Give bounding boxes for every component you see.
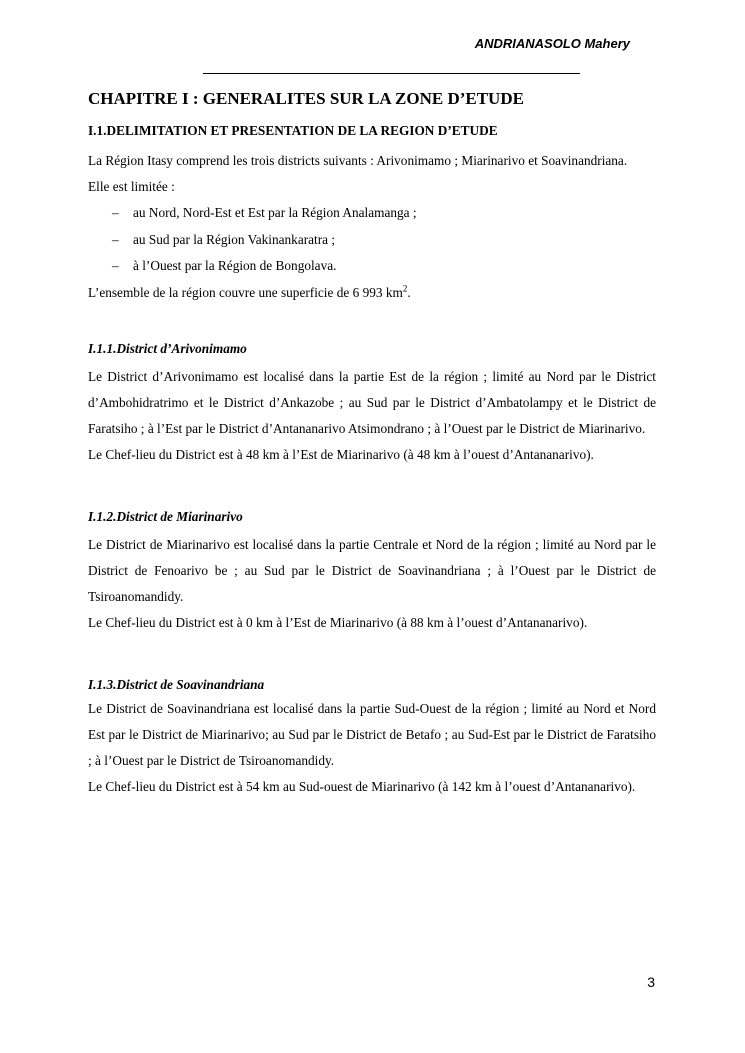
district-description: Le District de Soavinandriana est localisé dans la partie Sud-Ouest de la région ; limité au Nord et Nord Est par le District de Miarinarivo; au Sud par le District de Betafo ; au Sud-Est par le District de Faratsiho ; à l’Ouest par le District de Tsiroanomandidy.: [88, 700, 656, 768]
list-item-text: au Nord, Nord-Est et Est par la Région Analamanga ;: [133, 205, 417, 220]
intro-paragraph: La Région Itasy comprend les trois districts suivants : Arivonimamo ; Miarinarivo et Soavinandriana.: [88, 153, 628, 168]
list-item: [88, 227, 656, 254]
list-item-text: au Sud par la Région Vakinankaratra ;: [133, 231, 336, 247]
bullet-dash: –: [112, 205, 119, 220]
list-item: [88, 253, 656, 280]
bullet-dash: –: [112, 231, 119, 247]
list-item: [88, 200, 656, 227]
header-divider: [203, 73, 580, 74]
limits-intro: Elle est limitée :: [88, 179, 175, 194]
header-author: ANDRIANASOLO Mahery: [474, 36, 630, 51]
district-chef-lieu: Le Chef-lieu du District est à 0 km à l’Est de Miarinarivo (à 88 km à l’ouest d’Antananarivo).: [88, 614, 588, 630]
area-paragraph: [88, 280, 656, 306]
list-item-text: à l’Ouest par la Région de Bongolava.: [133, 258, 337, 273]
page-number: 3: [647, 974, 655, 990]
area-end: .: [407, 284, 411, 300]
page-body: [88, 88, 656, 800]
limits-list: [88, 200, 656, 280]
area-superscript: 2: [402, 283, 408, 294]
district-chef-lieu: Le Chef-lieu du District est à 54 km au Sud-ouest de Miarinarivo (à 142 km à l’ouest d’Antananarivo).: [88, 778, 636, 794]
section-title: I.1.DELIMITATION ET PRESENTATION DE LA REGION D’ETUDE: [88, 123, 498, 138]
district-chef-lieu: Le Chef-lieu du District est à 48 km à l’Est de Miarinarivo (à 48 km à l’ouest d’Antananarivo).: [88, 446, 594, 462]
district-title: I.1.2.District de Miarinarivo: [88, 508, 243, 524]
district-title: I.1.1.District d’Arivonimamo: [88, 340, 247, 356]
district-description: Le District de Miarinarivo est localisé dans la partie Centrale et Nord de la région ; limité au Nord par le District de Fenoarivo be ; au Sud par le District de Soavinandriana ; à l’Ouest par le District de Tsiroanomandidy.: [88, 536, 656, 604]
chapter-title: CHAPITRE I : GENERALITES SUR LA ZONE D’ETUDE: [88, 89, 524, 108]
district-description: Le District d’Arivonimamo est localisé dans la partie Est de la région ; limité au Nord par le District d’Ambohidratrimo et le District d’Ankazobe ; au Sud par le District d’Ambatolampy et le District de Faratsiho ; à l’Est par le District d’Antananarivo Atsimondrano ; à l’Ouest par le District de Miarinarivo.: [88, 368, 656, 436]
area-text: L’ensemble de la région couvre une superficie de 6 993 km: [88, 284, 403, 300]
district-title: I.1.3.District de Soavinandriana: [88, 676, 265, 692]
bullet-dash: –: [112, 258, 119, 273]
